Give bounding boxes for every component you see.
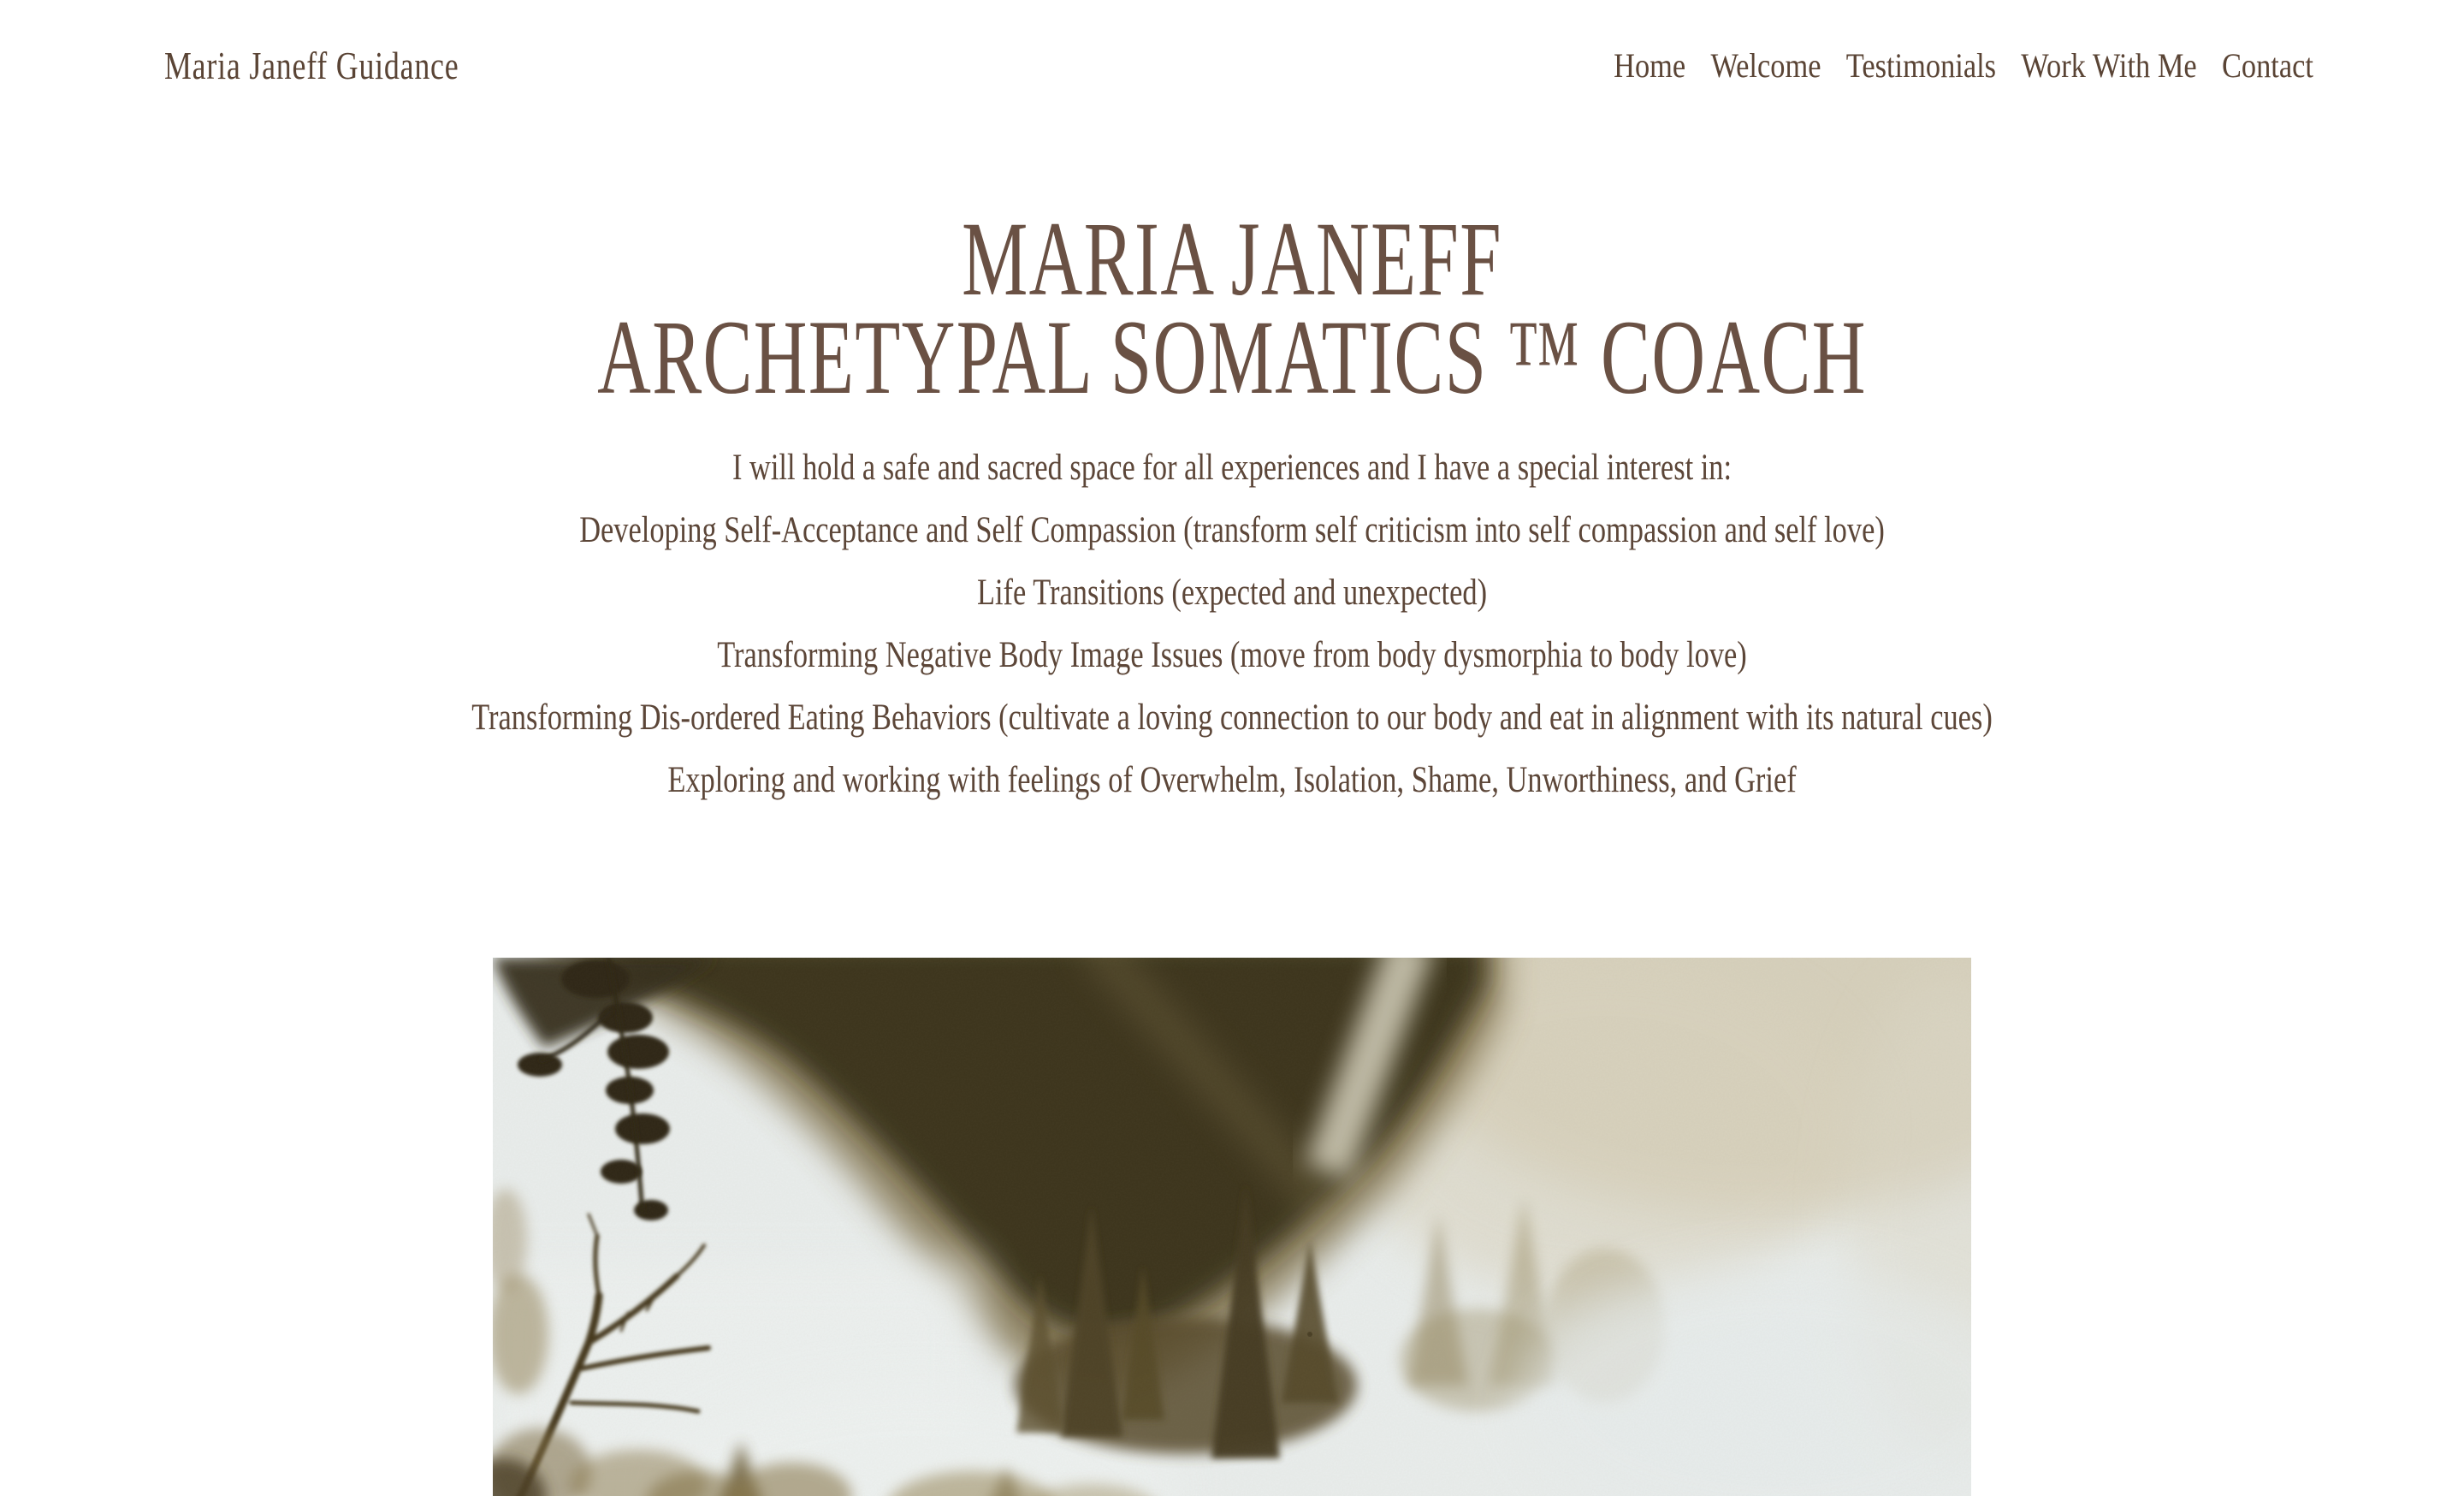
site-header (0, 0, 2464, 130)
nav-item-work-with-me[interactable]: Work With Me (2021, 45, 2197, 85)
page-title (370, 200, 2094, 416)
nav-item-contact[interactable]: Contact (2221, 45, 2313, 85)
nav-item-welcome[interactable]: Welcome (1710, 45, 1821, 85)
main-content (0, 200, 2464, 1496)
intro-line: Exploring and working with feelings of Overwhelm, Isolation, Shame, Unworthiness, and Grief (667, 760, 1797, 800)
primary-nav (1614, 45, 2313, 86)
intro-line: Transforming Dis-ordered Eating Behaviors (cultivate a loving connection to our body and eat in alignment with its natural cues) (471, 698, 1993, 738)
intro-line: Transforming Negative Body Image Issues (move from body dysmorphia to body love) (717, 635, 1747, 675)
intro-text (246, 436, 2218, 811)
brand-logo[interactable]: Maria Janeff Guidance (164, 43, 459, 87)
intro-line: Life Transitions (expected and unexpected) (976, 573, 1488, 613)
ink-wash-landscape-image (493, 958, 1971, 1496)
nav-item-testimonials[interactable]: Testimonials (1845, 45, 1997, 85)
nav-item-home[interactable]: Home (1614, 45, 1686, 85)
intro-line: I will hold a safe and sacred space for all experiences and I have a special interest in: (732, 448, 1732, 488)
title-line-1: MARIA JANEFF (962, 200, 1502, 318)
ink-wash-painting (493, 958, 1971, 1496)
intro-line: Developing Self-Acceptance and Self Compassion (transform self criticism into self compassion and self love) (579, 510, 1885, 550)
title-line-2: ARCHETYPAL SOMATICS ™ COACH (597, 299, 1867, 416)
